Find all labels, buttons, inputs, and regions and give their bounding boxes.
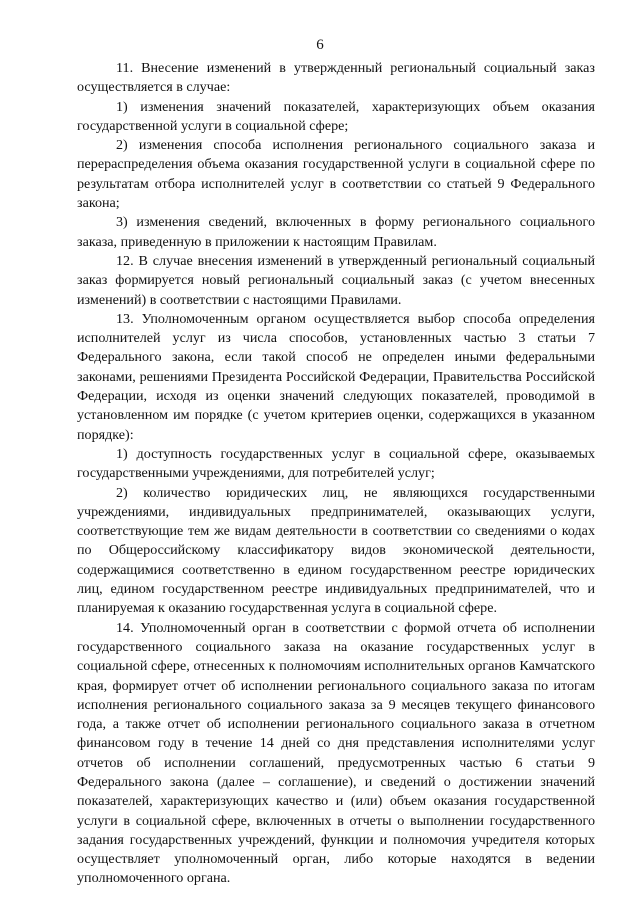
paragraph-13-intro: 13. Уполномоченным органом осуществляется выбор способа определения исполнителей услуг из числа способов, установленных частью 3 статьи 7 Федерального закона, если такой способ не определен иными федеральными законами, решениями Президента Российской Федерации, Правительства Российской Федерации, исходя из оценки значений следующих показателей, проводимой в установленном им порядке (с учетом критериев оценки, содержащихся в указанном порядке):: [77, 310, 595, 443]
paragraph-13-item-2: 2) количество юридических лиц, не являющихся государственными учреждениями, индивидуальных предпринимателей, оказывающих услуги, соответствующие тем же видам деятельности в соответствии со сведениями о кодах по Общероссийскому классификатору видов экономической деятельности, содержащимися соответственно в едином государственном реестре юридических лиц, едином государственном реестре индивидуальных предпринимателей, что и планируемая к оказанию государственная услуга в социальной сфере.: [77, 484, 595, 617]
paragraph-11-intro: 11. Внесение изменений в утвержденный региональный социальный заказ осуществляется в случае:: [77, 60, 595, 96]
document-body: [77, 59, 595, 889]
paragraph-11-item-2: 2) изменения способа исполнения регионального социального заказа и перераспределения объема оказания государственной услуги в социальной сфере по результатам отбора исполнителей услуг в соответствии со статьей 9 Федерального закона;: [77, 137, 595, 212]
paragraph-12: 12. В случае внесения изменений в утвержденный региональный социальный заказ формируется новый региональный социальный заказ (с учетом внесенных изменений) в соответствии с настоящими Правилами.: [77, 252, 595, 308]
paragraph-13-item-1: 1) доступность государственных услуг в социальной сфере, оказываемых государственными учреждениями, для потребителей услуг;: [77, 445, 595, 482]
page-number: 6: [316, 37, 324, 53]
paragraph-11-item-3: 3) изменения сведений, включенных в форму регионального социального заказа, приведенную в приложении к настоящим Правилам.: [77, 214, 595, 250]
paragraph-11-item-1: 1) изменения значений показателей, характеризующих объем оказания государственной услуги в социальной сфере;: [77, 98, 595, 134]
paragraph-14: 14. Уполномоченный орган в соответствии с формой отчета об исполнении государственного социального заказа на оказание государственных услуг в социальной сфере, отнесенных к полномочиям исполнительных органов Камчатского края, формирует отчет об исполнении регионального социального заказа по итогам исполнения регионального социального заказа за 9 месяцев текущего финансового года, а также отчет об исполнении регионального социального заказа в отчетном финансовом году в течение 14 дней со дня представления исполнителями услуг отчетов об исполнении соглашений, предусмотренных частью 6 статьи 9 Федерального закона (далее – соглашение), и сведений о достижении значений показателей, характеризующих качество и (или) объем оказания государственной услуги в социальной сфере, включенных в отчеты о выполнении государственного задания государственных учреждений, функции и полномочия учредителя которых осуществляет уполномоченный орган, либо которые находятся в ведении уполномоченного органа.: [77, 619, 595, 887]
